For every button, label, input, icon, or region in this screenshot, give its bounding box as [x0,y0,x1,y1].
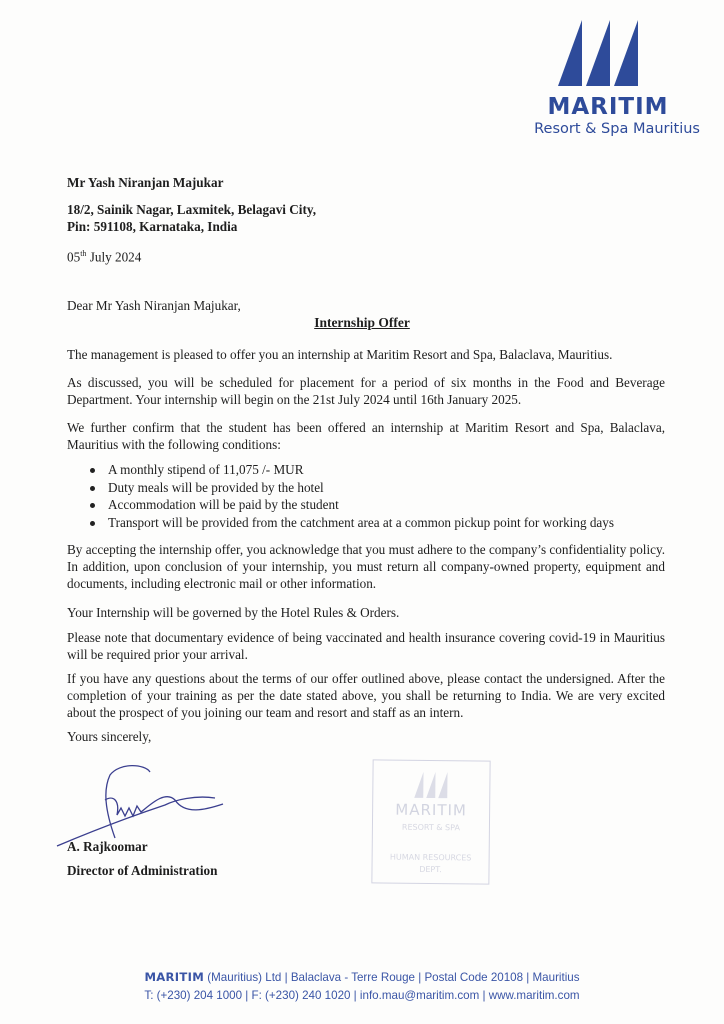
date-day: 05 [67,249,81,265]
hr-stamp [371,759,490,884]
footer-company: (Mauritius) Ltd | Balaclava - Terre Rouge | Postal Code 20108 | Mauritius [204,971,580,984]
date-suffix: th [80,249,87,258]
condition-item: Accommodation will be paid by the student [67,496,614,514]
letter-date [67,245,141,265]
logo-brand: MARITIM [547,94,669,120]
paragraph-4: By accepting the internship offer, you acknowledge that you must adhere to the company’s confidentiality policy. In addition, upon conclusion of your internship, you must return all company-owned property, equipment and documents, including electronic mail or other information. [67,542,665,591]
stamp-brand: MARITIM [395,800,467,820]
paragraph-5: Your Internship will be governed by the Hotel Rules & Orders. [67,605,400,620]
footer-brand: MARITIM [144,970,205,984]
paragraph-2: As discussed, you will be scheduled for placement for a period of six months in the Food and Beverage Department. Your internship will begin on the 21st July 2024 until 16th January 2025. [67,375,665,407]
footer-line2: T: (+230) 204 1000 | F: (+230) 240 1020 | info.mau@maritim.com | www.maritim.com [144,989,580,1002]
signatory-name: A. Rajkoomar [67,839,148,854]
stamp-line2: HUMAN RESOURCES [389,852,472,863]
closing: Yours sincerely, [67,729,152,744]
conditions-list [67,461,614,531]
condition-item: Duty meals will be provided by the hotel [67,479,614,497]
paragraph-1: The management is pleased to offer you an internship at Maritim Resort and Spa, Balaclava, Mauritius. [67,347,613,362]
recipient-address-line1: 18/2, Sainik Nagar, Laxmitek, Belagavi City, [67,202,316,217]
paragraph-6: Please note that documentary evidence of being vaccinated and health insurance covering covid-19 in Mauritius will be required prior your arrival. [67,630,665,662]
recipient-name: Mr Yash Niranjan Majukar [67,175,224,190]
footer-line1 [0,970,724,984]
recipient-address-line2: Pin: 591108, Karnataka, India [67,219,238,234]
condition-item: A monthly stipend of 11,075 /- MUR [67,461,614,479]
stamp-sails-icon [413,771,449,799]
stamp-line1: RESORT & SPA [401,822,461,833]
salutation: Dear Mr Yash Niranjan Majukar, [67,298,241,313]
signatory-title: Director of Administration [67,863,218,878]
letter-title: Internship Offer [314,315,410,330]
logo-tagline: Resort & Spa Mauritius [534,121,700,137]
sails-icon [556,18,646,88]
maritim-logo [520,18,700,137]
condition-item: Transport will be provided from the catchment area at a common pickup point for working days [67,514,614,532]
date-rest: July 2024 [86,249,142,265]
paragraph-3: We further confirm that the student has been offered an internship at Maritim Resort and Spa, Balaclava, Mauritius with the following conditions: [67,420,665,452]
stamp-line3: DEPT. [419,864,442,875]
signature-icon [55,760,235,850]
paragraph-7: If you have any questions about the terms of our offer outlined above, please contact the undersigned. After the completion of your training as per the date stated above, you shall be returning to India. We are very excited about the prospect of you joining our team and resort and staff as an intern. [67,671,665,720]
